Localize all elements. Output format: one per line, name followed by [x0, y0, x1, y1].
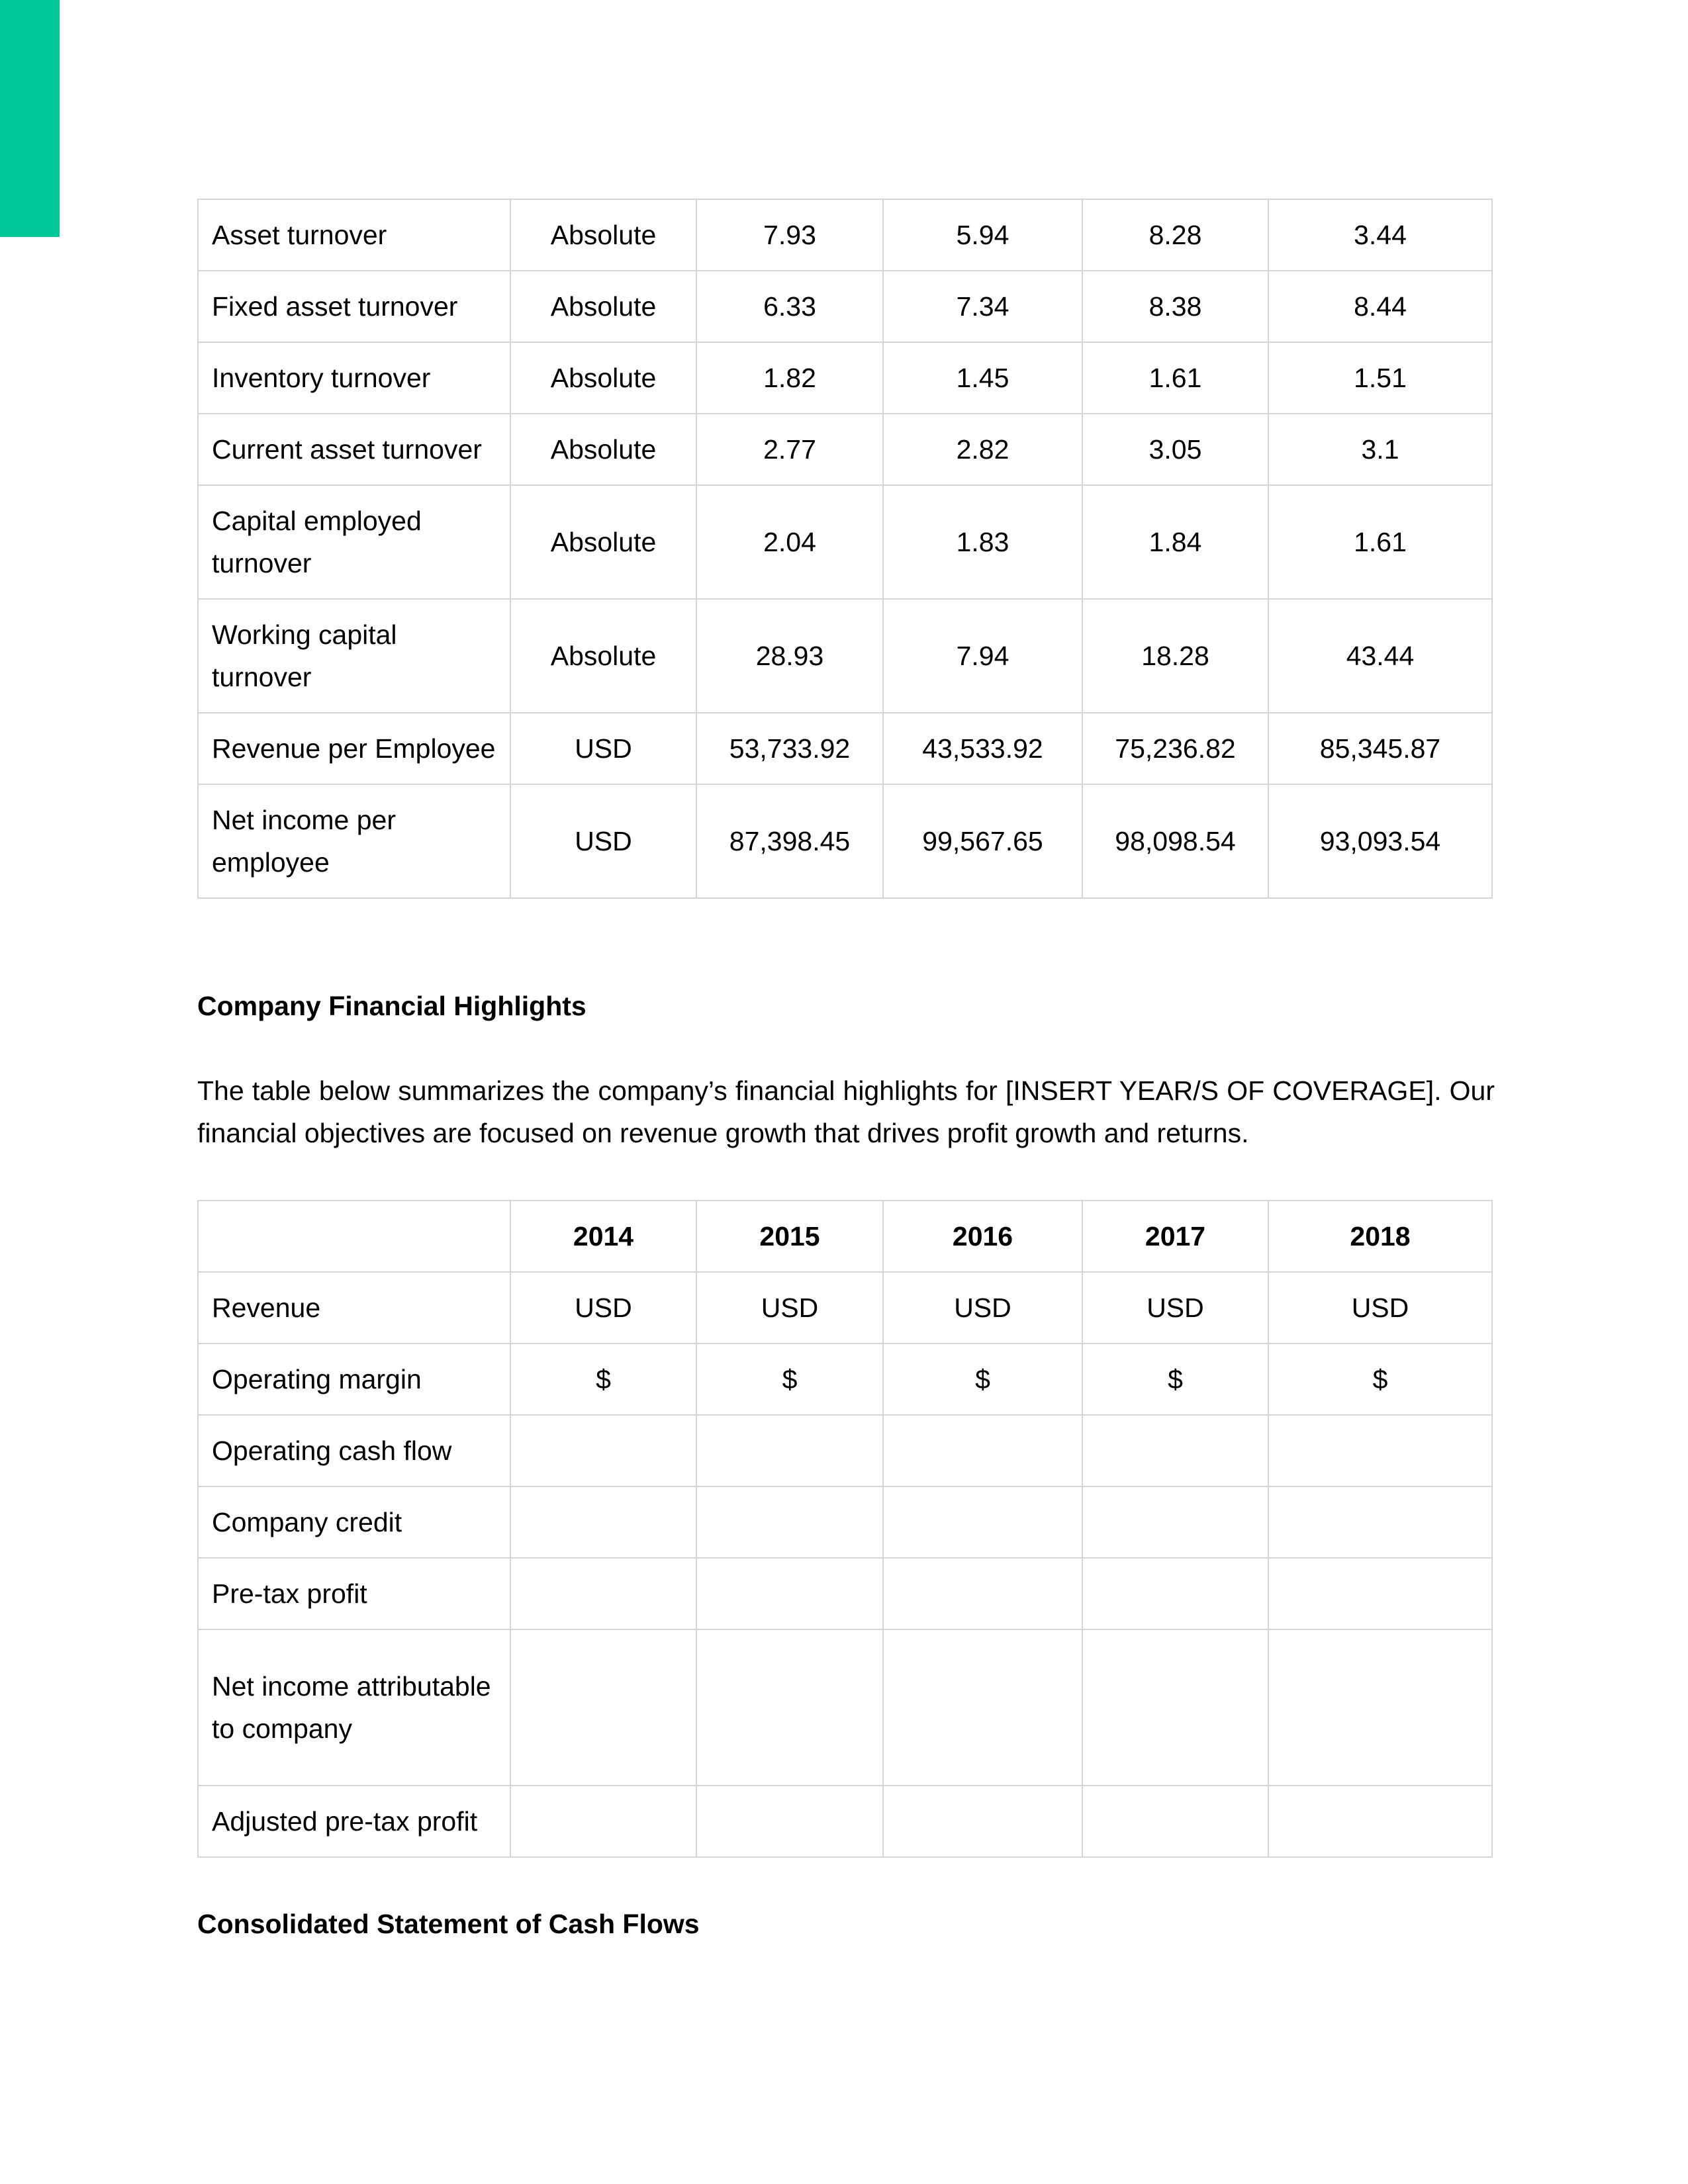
value-cell: 87,398.45 — [696, 784, 883, 898]
table-row — [198, 1786, 1492, 1857]
unit-cell: USD — [510, 713, 696, 784]
value-cell — [510, 1486, 696, 1558]
value-cell: 99,567.65 — [883, 784, 1082, 898]
value-cell: 2.04 — [696, 485, 883, 599]
value-cell — [1268, 1415, 1492, 1486]
table-row — [198, 199, 1492, 271]
value-cell: USD — [1082, 1272, 1268, 1343]
table-row — [198, 1343, 1492, 1415]
table-row — [198, 485, 1492, 599]
value-cell: USD — [1268, 1272, 1492, 1343]
value-cell — [1268, 1486, 1492, 1558]
value-cell: 5.94 — [883, 199, 1082, 271]
value-cell: $ — [1082, 1343, 1268, 1415]
value-cell: 7.94 — [883, 599, 1082, 713]
value-cell — [510, 1558, 696, 1629]
value-cell — [510, 1415, 696, 1486]
value-cell: 98,098.54 — [1082, 784, 1268, 898]
year-header: 2014 — [510, 1201, 696, 1272]
value-cell — [696, 1486, 883, 1558]
table-row — [198, 599, 1492, 713]
table-row — [198, 1558, 1492, 1629]
row-label: Net income per employee — [198, 784, 510, 898]
year-header: 2017 — [1082, 1201, 1268, 1272]
unit-cell: Absolute — [510, 199, 696, 271]
value-cell: 53,733.92 — [696, 713, 883, 784]
value-cell — [1082, 1629, 1268, 1786]
financial-highlights-table — [197, 1200, 1493, 1858]
value-cell — [883, 1486, 1082, 1558]
value-cell: 1.82 — [696, 342, 883, 414]
value-cell: 7.34 — [883, 271, 1082, 342]
value-cell: 3.1 — [1268, 414, 1492, 485]
table-row — [198, 713, 1492, 784]
value-cell — [696, 1786, 883, 1857]
row-label: Adjusted pre-tax profit — [198, 1786, 510, 1857]
value-cell — [1082, 1558, 1268, 1629]
value-cell: 1.61 — [1268, 485, 1492, 599]
value-cell: 2.77 — [696, 414, 883, 485]
value-cell — [883, 1558, 1082, 1629]
value-cell: 28.93 — [696, 599, 883, 713]
value-cell — [696, 1629, 883, 1786]
section-heading-cash-flows: Consolidated Statement of Cash Flows — [197, 1909, 700, 1939]
value-cell: $ — [1268, 1343, 1492, 1415]
value-cell — [1268, 1558, 1492, 1629]
row-label: Net income attributable to company — [198, 1629, 510, 1786]
value-cell: 8.28 — [1082, 199, 1268, 271]
value-cell: 1.83 — [883, 485, 1082, 599]
value-cell: 1.61 — [1082, 342, 1268, 414]
value-cell: 93,093.54 — [1268, 784, 1492, 898]
value-cell — [883, 1786, 1082, 1857]
table-row — [198, 1272, 1492, 1343]
value-cell: 1.51 — [1268, 342, 1492, 414]
row-label: Inventory turnover — [198, 342, 510, 414]
unit-cell: Absolute — [510, 414, 696, 485]
value-cell: 85,345.87 — [1268, 713, 1492, 784]
table-row — [198, 1415, 1492, 1486]
value-cell: 8.38 — [1082, 271, 1268, 342]
year-header: 2016 — [883, 1201, 1082, 1272]
table-row — [198, 1629, 1492, 1786]
value-cell: 3.05 — [1082, 414, 1268, 485]
row-label: Company credit — [198, 1486, 510, 1558]
value-cell: USD — [883, 1272, 1082, 1343]
table-row — [198, 1486, 1492, 1558]
value-cell: $ — [696, 1343, 883, 1415]
value-cell — [883, 1629, 1082, 1786]
table-row — [198, 342, 1492, 414]
corner-cell — [198, 1201, 510, 1272]
value-cell: $ — [883, 1343, 1082, 1415]
unit-cell: Absolute — [510, 485, 696, 599]
table-row — [198, 271, 1492, 342]
row-label: Operating cash flow — [198, 1415, 510, 1486]
value-cell: 3.44 — [1268, 199, 1492, 271]
value-cell — [883, 1415, 1082, 1486]
unit-cell: Absolute — [510, 342, 696, 414]
row-label: Operating margin — [198, 1343, 510, 1415]
value-cell: 18.28 — [1082, 599, 1268, 713]
value-cell — [510, 1786, 696, 1857]
year-header: 2018 — [1268, 1201, 1492, 1272]
turnover-ratios-table — [197, 199, 1493, 899]
highlights-paragraph: The table below summarizes the company’s financial highlights for [INSERT YEAR/S OF COVERAGE]. Our financial objectives are focused on revenue growth that drives profit growth and returns. — [197, 1075, 1495, 1148]
accent-bar — [0, 0, 60, 237]
row-label: Fixed asset turnover — [198, 271, 510, 342]
value-cell: 2.82 — [883, 414, 1082, 485]
value-cell: 7.93 — [696, 199, 883, 271]
value-cell — [510, 1629, 696, 1786]
value-cell: 43,533.92 — [883, 713, 1082, 784]
row-label: Pre-tax profit — [198, 1558, 510, 1629]
value-cell — [1082, 1486, 1268, 1558]
value-cell — [696, 1558, 883, 1629]
year-header: 2015 — [696, 1201, 883, 1272]
unit-cell: Absolute — [510, 599, 696, 713]
row-label: Current asset turnover — [198, 414, 510, 485]
header-row — [198, 1201, 1492, 1272]
value-cell: 6.33 — [696, 271, 883, 342]
row-label: Revenue per Employee — [198, 713, 510, 784]
value-cell — [696, 1415, 883, 1486]
value-cell: $ — [510, 1343, 696, 1415]
value-cell: 43.44 — [1268, 599, 1492, 713]
value-cell: 75,236.82 — [1082, 713, 1268, 784]
table-row — [198, 784, 1492, 898]
row-label: Revenue — [198, 1272, 510, 1343]
value-cell — [1268, 1629, 1492, 1786]
value-cell: USD — [696, 1272, 883, 1343]
row-label: Working capital turnover — [198, 599, 510, 713]
table-row — [198, 414, 1492, 485]
value-cell: 1.45 — [883, 342, 1082, 414]
unit-cell: Absolute — [510, 271, 696, 342]
value-cell: 8.44 — [1268, 271, 1492, 342]
row-label: Capital employed turnover — [198, 485, 510, 599]
row-label: Asset turnover — [198, 199, 510, 271]
value-cell — [1082, 1786, 1268, 1857]
value-cell: 1.84 — [1082, 485, 1268, 599]
value-cell — [1268, 1786, 1492, 1857]
value-cell — [1082, 1415, 1268, 1486]
unit-cell: USD — [510, 784, 696, 898]
value-cell: USD — [510, 1272, 696, 1343]
section-heading-financial-highlights: Company Financial Highlights — [197, 991, 586, 1021]
